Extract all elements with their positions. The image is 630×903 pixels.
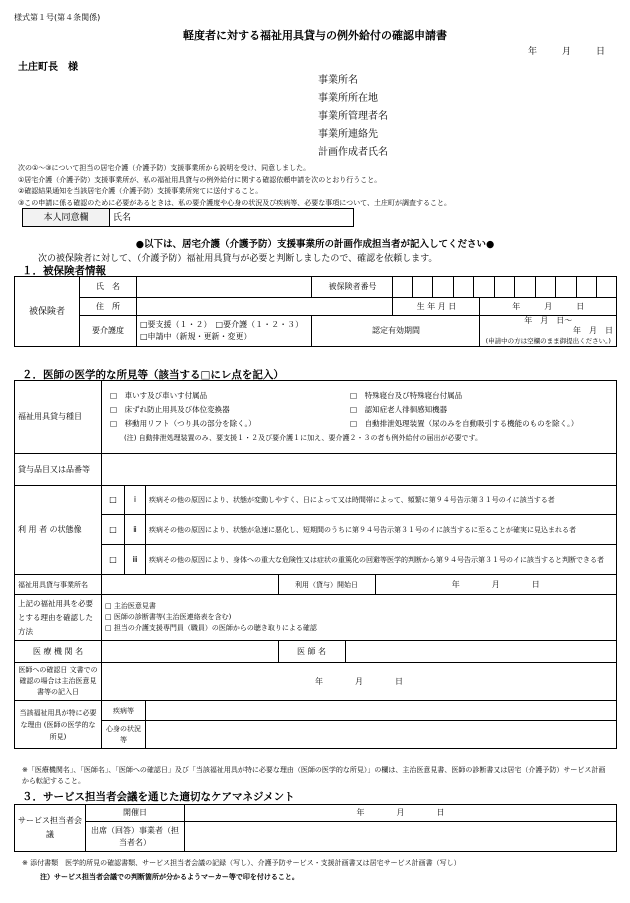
equipment-option[interactable]: □ 車いす及び車いす付属品	[110, 391, 208, 400]
medical-findings-table	[14, 380, 617, 749]
equipment-option[interactable]: □ 認知症老人徘徊感知機器	[350, 405, 448, 414]
date-month: 月	[562, 47, 572, 57]
status-num: ⅲ	[125, 545, 146, 575]
form-number: 様式第１号(第４条関係)	[14, 13, 101, 22]
office-contact-label: 事業所連絡先	[318, 129, 378, 140]
start-date-label: 利用（貸与）開始日	[279, 575, 376, 594]
consent-box	[22, 208, 354, 227]
reason-label: 当該福祉用具が特に必要な理由 (医師の医学的な所見)	[15, 701, 102, 749]
valid-period-label: 認定有効期間	[312, 316, 480, 347]
date-day: 日	[596, 47, 606, 57]
care-level-label: 要介護度	[80, 316, 137, 347]
product-field[interactable]	[102, 454, 617, 486]
equipment-type-options[interactable]	[102, 381, 617, 454]
consent-line: ②確認結果通知を当該居宅介護（介護予防）支援事業所宛てに送付すること。	[18, 187, 263, 195]
care-level-option-applying[interactable]: □申請中（新規・更新・変更）	[140, 332, 252, 341]
name-label: 氏 名	[80, 277, 137, 298]
equipment-note: (注) 自動排泄処理装置のみ、要支援１・２及び要介護１に加え、要介護２・３の者も例外給付の届出が必要です。	[124, 434, 482, 442]
valid-period-field[interactable]	[480, 316, 617, 347]
disease-label: 疾病等	[102, 701, 146, 721]
addressee: 土庄町長 様	[18, 62, 78, 73]
consent-line: ①居宅介護（介護予防）支援事業所が、私の福祉用具貸与の例外給付に関する確認依頼申請を次のとおり行うこと。	[18, 175, 382, 184]
section2-heading: ２．医師の医学的な所見等（該当する□にレ点を記入）	[22, 369, 284, 381]
address-field[interactable]	[137, 298, 393, 316]
method-options[interactable]	[102, 595, 617, 641]
equipment-option[interactable]: □ 自動排泄処理装置（尿のみを自動吸引する機能のものを除く。）	[350, 419, 579, 428]
meeting-date-label: 開催日	[86, 805, 185, 822]
disease-field[interactable]	[146, 701, 617, 721]
filled-by-notice: ●以下は、居宅介護（介護予防）支援事業所の計画作成担当者が記入してください●	[135, 239, 495, 250]
status-checkbox[interactable]: □	[102, 515, 125, 545]
valid-from: 年 月 日～	[524, 316, 573, 325]
office-fields	[318, 72, 388, 162]
birth-label: 生 年 月 日	[393, 298, 480, 316]
start-date-cell	[278, 575, 617, 595]
birth-date-field[interactable]: 年 月 日	[480, 298, 617, 316]
attendee-field[interactable]	[185, 822, 617, 852]
office-manager-label: 事業所管理者名	[318, 111, 388, 122]
meeting-date-field[interactable]: 年 月 日	[185, 805, 617, 822]
equipment-option[interactable]: □ 床ずれ防止用具及び体位変換器	[110, 405, 230, 414]
section3-heading: ３．サービス担当者会議を通じた適切なケアマネジメント	[22, 791, 295, 803]
doctor-cell	[278, 641, 617, 663]
status-checkbox[interactable]: □	[102, 486, 125, 515]
status-num: ⅱ	[125, 515, 146, 545]
request-text: 次の被保険者に対して、（介護予防）福祉用具貸与が必要と判断しましたので、確認を依頼します。	[38, 254, 438, 264]
institution-label: 医 療 機 関 名	[15, 641, 102, 663]
marker-note: 注）サービス担当者会議での判断箇所が分かるようマーカー等で印を付けること。	[40, 873, 299, 881]
user-status-label: 利 用 者 の状態像	[15, 486, 102, 575]
status-text: 疾病その他の原因により、状態が急速に悪化し、短期間のうちに第９４号告示第３１号のイに該当するに至ることが確実に見込まれる者	[146, 515, 617, 545]
care-level-options[interactable]	[137, 316, 312, 347]
equipment-type-label: 福祉用具貸与種目	[15, 381, 102, 454]
equipment-option[interactable]: □ 特殊寝台及び特殊寝台付属品	[350, 391, 463, 400]
attendee-label: 出席（回答）事業者（担当者名）	[86, 822, 185, 852]
product-label: 貸与品目又は品番等	[15, 454, 102, 486]
date-year: 年	[528, 47, 538, 57]
application-date	[528, 44, 605, 57]
method-option[interactable]: □ 担当の介護支援専門員（職員）の医師からの聴き取りによる確認	[105, 624, 317, 632]
valid-to: 年 月 日	[573, 326, 613, 335]
equipment-option[interactable]: □ 移動用リフト（つり具の部分を除く。）	[110, 419, 256, 428]
insured-label: 被保険者	[15, 277, 80, 347]
valid-period-note: (申請中の方は空欄のまま御提出ください。)	[485, 337, 611, 345]
name-field[interactable]	[137, 277, 312, 298]
status-text: 疾病その他の原因により、身体への重大な危険性又は症状の重篤化の回避等医学的判断から第９４号告示第３１号のイに該当すると判断できる者	[146, 545, 617, 575]
insured-number-field[interactable]	[393, 277, 617, 298]
planner-name-label: 計画作成者氏名	[318, 147, 388, 158]
address-label: 住 所	[80, 298, 137, 316]
supplier-label: 福祉用具貸与事業所名	[15, 575, 102, 595]
insured-number-label: 被保険者番号	[312, 277, 393, 298]
insured-info-table	[14, 276, 617, 347]
consent-name-field[interactable]	[110, 209, 354, 227]
office-address-label: 事業所所在地	[318, 93, 378, 104]
status-num: ⅰ	[125, 486, 146, 515]
status-checkbox[interactable]: □	[102, 545, 125, 575]
doctor-field[interactable]	[345, 641, 616, 662]
condition-label: 心身の状況等	[102, 721, 146, 749]
method-label: 上記の福祉用具を必要とする理由を確認した方法	[15, 595, 102, 641]
consent-label: 本人同意欄	[23, 209, 110, 227]
section2-footnote: ※「医療機関名」、「医師名」、「医師への確認日」及び「当該福祉用具が特に必要な理由（医師の医学的な所見）」の欄は、主治医意見書、医師の診断書又は居宅（介護予防）サービス計画から転記すること。	[22, 766, 606, 785]
method-option[interactable]: □ 主治医意見書	[105, 602, 156, 610]
status-text: 疾病その他の原因により、状態が変動しやすく、日によって又は時間帯によって、頻繁に第９４号告示第３１号のイに該当する者	[146, 486, 617, 515]
consent-line: ③この申請に係る確認のために必要があるときは、私の要介護度や心身の状況及び疾病等、必要な事項について、土庄町が調査すること。	[18, 198, 451, 207]
page-title: 軽度者に対する福祉用具貸与の例外給付の確認申請書	[183, 29, 447, 42]
institution-field[interactable]	[102, 641, 279, 663]
supplier-field[interactable]	[102, 575, 279, 595]
confirm-date-label: 医師への確認日 文書での確認の場合は主治医意見書等の記入日	[15, 663, 102, 701]
care-level-option-support[interactable]: □要支援（１・２） □要介護（１・２・３）	[140, 320, 304, 329]
meeting-label: サービス担当者会議	[15, 805, 86, 852]
care-meeting-table	[14, 804, 617, 852]
doctor-label: 医 師 名	[279, 641, 346, 662]
consent-name-label: 氏名	[113, 212, 132, 223]
office-name-label: 事業所名	[318, 75, 358, 86]
confirm-date-field[interactable]: 年 月 日	[102, 663, 617, 701]
start-date-field[interactable]: 年 月 日	[451, 579, 540, 589]
consent-text	[18, 163, 618, 209]
attachment-note: ※ 添付書類 医学的所見の確認書類、サービス担当者会議の記録（写し）、介護予防サービス・支援計画書又は居宅サービス計画書（写し）	[22, 859, 461, 867]
condition-field[interactable]	[146, 721, 617, 749]
method-option[interactable]: □ 医師の診断書等(主治医連絡表を含む)	[105, 613, 232, 621]
section1-heading: １．被保険者情報	[22, 265, 106, 277]
consent-line: 次の①～③について担当の居宅介護（介護予防）支援事業所から説明を受け、同意しました。	[18, 164, 311, 172]
